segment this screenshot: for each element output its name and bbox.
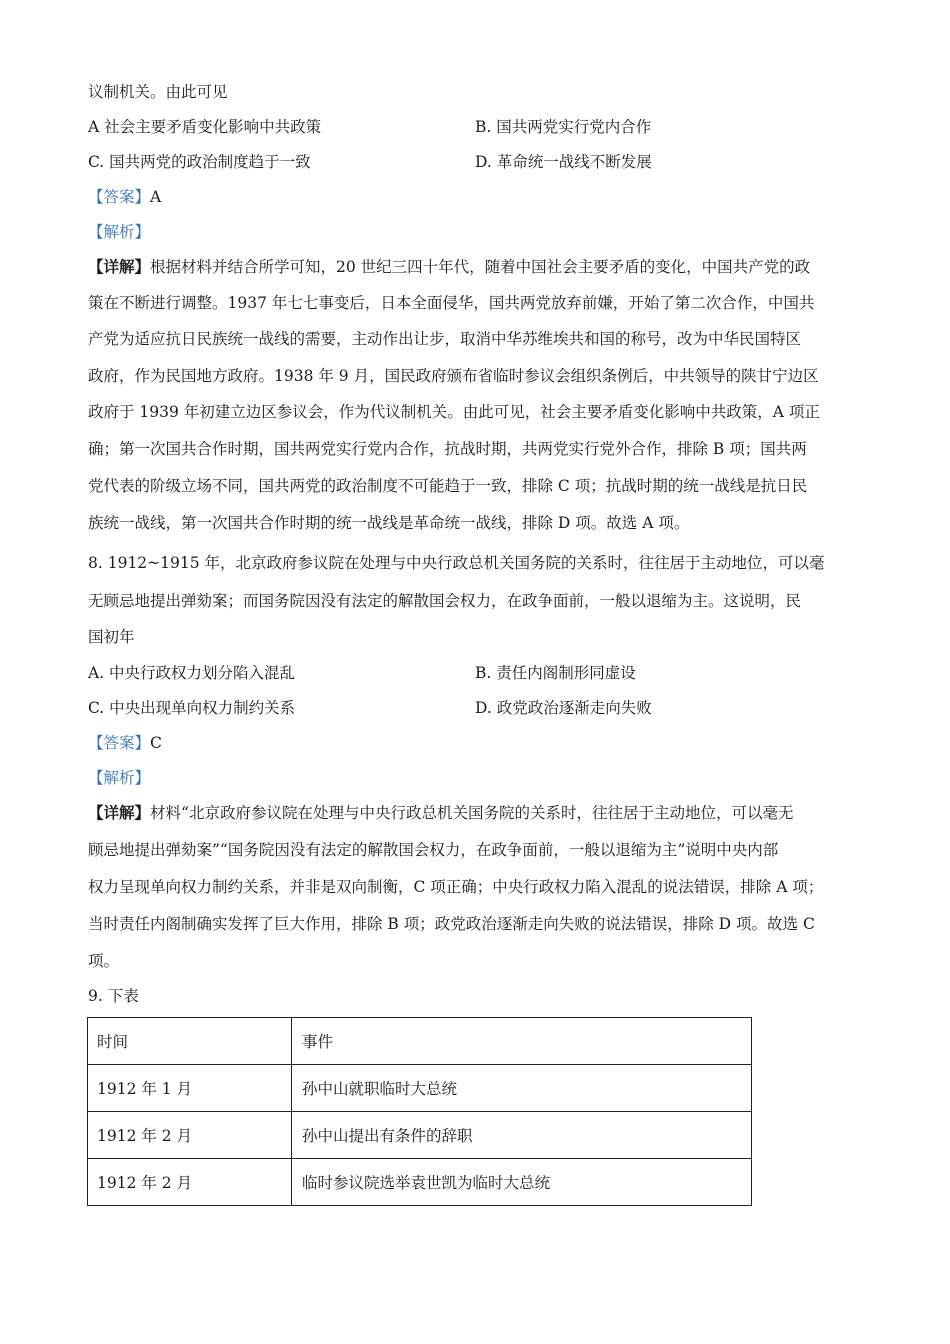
table-header-row <box>88 1018 752 1065</box>
table-cell-time: 1912 年 1 月 <box>88 1065 292 1112</box>
q8-answer <box>88 733 162 753</box>
table-cell-event: 临时参议院选举袁世凯为临时大总统 <box>292 1159 752 1206</box>
q8-option-b: B. 责任内阁制形同虚设 <box>475 664 636 682</box>
table-row <box>88 1159 752 1206</box>
q7-stem-end: 议制机关。由此可见 <box>88 83 228 101</box>
q8-option-a: A. 中央行政权力划分陷入混乱 <box>88 664 296 682</box>
q7-detail-line: 族统一战线，第一次国共合作时期的统一战线是革命统一战线，排除 D 项。故选 A 项。 <box>88 514 690 532</box>
table-header-cell: 事件 <box>292 1018 752 1065</box>
q9-stem: 9. 下表 <box>88 987 139 1005</box>
table-cell-event: 孙中山就职临时大总统 <box>292 1065 752 1112</box>
q8-stem-line: 8. 1912~1915 年，北京政府参议院在处理与中央行政总机关国务院的关系时，往往居于主动地位，可以毫 <box>88 554 825 572</box>
q7-detail-line: 政府，作为民国地方政府。1938 年 9 月，国民政府颁布省临时参议会组织条例后，中共领导的陕甘宁边区 <box>88 367 819 385</box>
q7-answer <box>88 187 161 207</box>
q7-detail-line: 政府于 1939 年初建立边区参议会，作为代议制机关。由此可见，社会主要矛盾变化影响中共政策，A 项正 <box>88 403 820 421</box>
q7-detail-text: 根据材料并结合所学可知，20 世纪三四十年代，随着中国社会主要矛盾的变化，中国共产党的政 <box>150 258 811 276</box>
table-cell-time: 1912 年 2 月 <box>88 1159 292 1206</box>
q8-stem-line: 无顾忌地提出弹劾案；而国务院因没有法定的解散国会权力，在政争面前，一般以退缩为主。这说明，民 <box>88 592 802 610</box>
q8-analysis-label: 【解析】 <box>88 769 151 787</box>
q7-option-b: B. 国共两党实行党内合作 <box>475 118 652 136</box>
q7-analysis-label: 【解析】 <box>88 223 151 241</box>
q8-detail-line <box>88 803 793 823</box>
q8-detail-text: 材料“北京政府参议院在处理与中央行政总机关国务院的关系时，往往居于主动地位，可以毫无 <box>150 804 794 822</box>
q7-option-d: D. 革命统一战线不断发展 <box>475 153 652 171</box>
q8-answer-label: 【答案】 <box>88 734 151 752</box>
q8-detail-line: 项。 <box>88 952 120 970</box>
q8-detail-label: 【详解】 <box>88 803 151 822</box>
q8-option-c: C. 中央出现单向权力制约关系 <box>88 699 296 717</box>
q8-answer-value: C <box>150 734 162 752</box>
q7-detail-line: 党代表的阶级立场不同，国共两党的政治制度不可能趋于一致，排除 C 项；抗战时期的统一战线是抗日民 <box>88 477 808 495</box>
q8-detail-line: 权力呈现单向权力制约关系，并非是双向制衡，C 项正确；中央行政权力陷入混乱的说法错误，排除 A 项； <box>88 878 824 896</box>
q7-answer-value: A <box>150 188 162 206</box>
q8-option-d: D. 政党政治逐渐走向失败 <box>475 699 652 717</box>
q7-detail-label: 【详解】 <box>88 257 151 276</box>
table-row <box>88 1065 752 1112</box>
table-header-cell: 时间 <box>88 1018 292 1065</box>
q8-detail-line: 当时责任内阁制确实发挥了巨大作用，排除 B 项；政党政治逐渐走向失败的说法错误，排除 D 项。故选 C <box>88 915 815 933</box>
table-cell-time: 1912 年 2 月 <box>88 1112 292 1159</box>
q7-detail-line: 策在不断进行调整。1937 年七七事变后，日本全面侵华，国共两党放弃前嫌，开始了第二次合作，中国共 <box>88 294 815 312</box>
table-cell-event: 孙中山提出有条件的辞职 <box>292 1112 752 1159</box>
q7-detail-line <box>88 257 810 277</box>
q7-option-c: C. 国共两党的政治制度趋于一致 <box>88 153 311 171</box>
q8-detail-line: 顾忌地提出弹劾案”“国务院因没有法定的解散国会权力，在政争面前，一般以退缩为主”说明中央内部 <box>88 841 779 859</box>
table-row <box>88 1112 752 1159</box>
q8-stem-line: 国初年 <box>88 628 135 646</box>
q7-detail-line: 产党为适应抗日民族统一战线的需要，主动作出让步，取消中华苏维埃共和国的称号，改为中华民国特区 <box>88 330 802 348</box>
q7-answer-label: 【答案】 <box>88 188 151 206</box>
q9-table <box>87 1017 752 1206</box>
q7-detail-line: 确；第一次国共合作时期，国共两党实行党内合作，抗战时期，共两党实行党外合作，排除 B 项；国共两 <box>88 440 807 458</box>
q7-option-a: A 社会主要矛盾变化影响中共政策 <box>88 118 322 136</box>
